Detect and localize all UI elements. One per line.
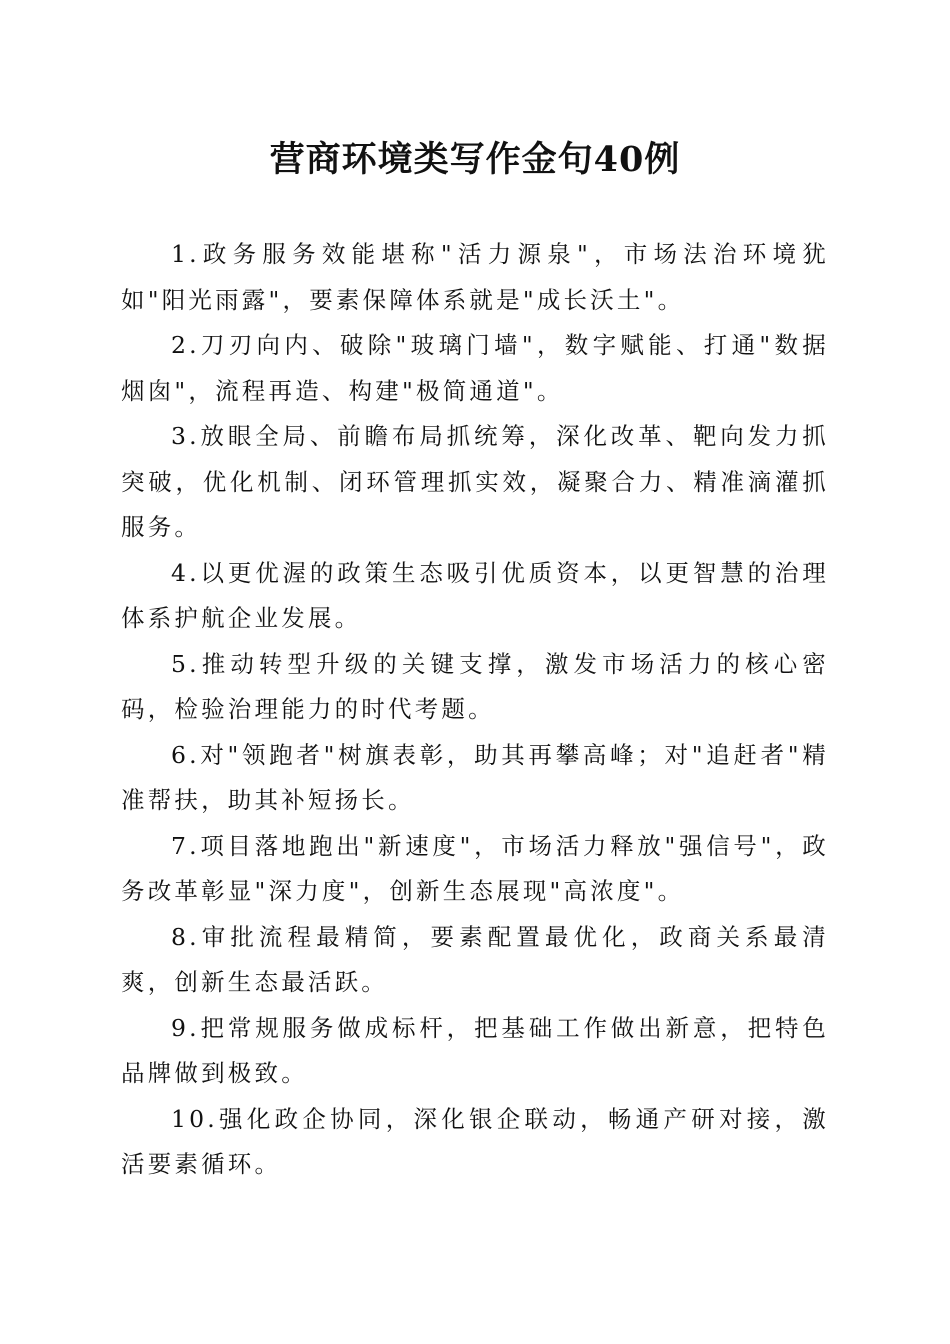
- document-body: [121, 232, 829, 1188]
- paragraph-5: 5.推动转型升级的关键支撑，激发市场活力的核心密码，检验治理能力的时代考题。: [121, 649, 829, 723]
- paragraph-2: 2.刀刃向内、破除"玻璃门墙"，数字赋能、打通"数据烟囱"，流程再造、构建"极简通道"。: [121, 331, 829, 405]
- document-title: 营商环境类写作金句40例: [269, 139, 681, 180]
- paragraph-6: 6.对"领跑者"树旗表彰，助其再攀高峰；对"追赶者"精准帮扶，助其补短扬长。: [121, 740, 829, 814]
- paragraph-4: 4.以更优渥的政策生态吸引优质资本，以更智慧的治理体系护航企业发展。: [121, 558, 829, 632]
- paragraph-7: 7.项目落地跑出"新速度"，市场活力释放"强信号"，政务改革彰显"深力度"，创新生态展现"高浓度"。: [121, 831, 829, 905]
- paragraph-10: 10.强化政企协同，深化银企联动，畅通产研对接，激活要素循环。: [121, 1104, 829, 1178]
- paragraph-1: 1.政务服务效能堪称"活力源泉"，市场法治环境犹如"阳光雨露"，要素保障体系就是"成长沃土"。: [121, 240, 829, 314]
- paragraph-3: 3.放眼全局、前瞻布局抓统筹，深化改革、靶向发力抓突破，优化机制、闭环管理抓实效，凝聚合力、精准滴灌抓服务。: [121, 422, 829, 541]
- paragraph-9: 9.把常规服务做成标杆，把基础工作做出新意，把特色品牌做到极致。: [121, 1013, 829, 1087]
- paragraph-8: 8.审批流程最精简，要素配置最优化，政商关系最清爽，创新生态最活跃。: [121, 922, 829, 996]
